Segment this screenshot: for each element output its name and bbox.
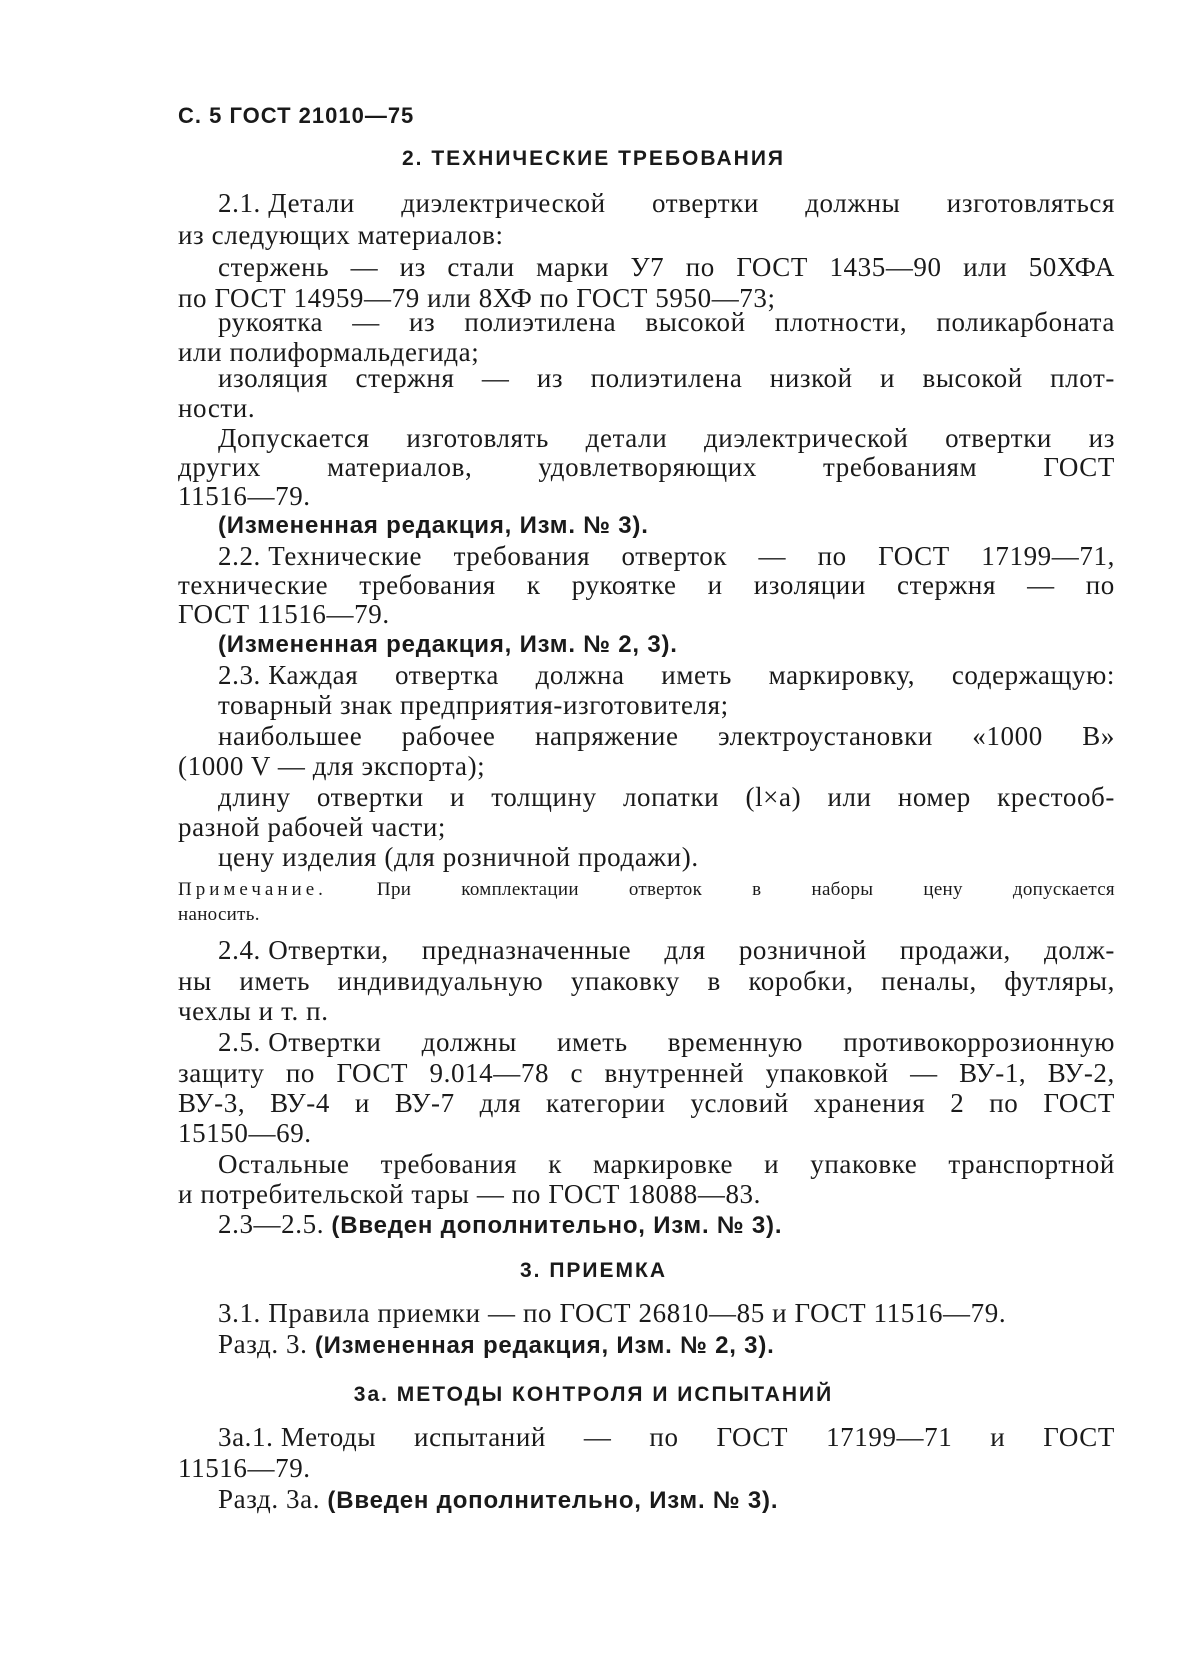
p2-5-line4: 15150—69.	[178, 1118, 312, 1148]
word: и	[880, 363, 896, 393]
note-line2: наносить.	[178, 904, 260, 925]
word: —	[758, 541, 787, 571]
word: предназначенные	[421, 935, 632, 965]
p2-4-line3: чехлы и т. п.	[178, 996, 329, 1026]
word: изготовляться	[946, 188, 1115, 218]
word: удовлетворяющих	[538, 452, 757, 482]
word: рукоятке	[571, 570, 677, 600]
word: цену	[923, 879, 963, 900]
word: ГОСТ	[716, 1422, 789, 1452]
word: из	[536, 363, 564, 393]
word: отвертки	[652, 188, 759, 218]
word: 2.2. Технические	[218, 541, 423, 571]
section-ref: Разд. 3а.	[218, 1484, 321, 1514]
allowed-line3: 11516—79.	[178, 481, 311, 511]
word: с	[570, 1058, 584, 1088]
p2-5-line1	[218, 1026, 1115, 1058]
word: плотности,	[774, 307, 908, 337]
trademark-line: товарный знак предприятия-изготовителя;	[218, 690, 729, 720]
p2-2-line2	[178, 569, 1115, 601]
p2-2-line1	[218, 540, 1115, 572]
word: напряжение	[534, 721, 679, 751]
word: комплектации	[461, 879, 579, 900]
p3-1-line: 3.1. Правила приемки — по ГОСТ 26810—85 и ГОСТ 11516—79.	[218, 1298, 1007, 1328]
word: требованиям	[823, 452, 978, 482]
word: в	[752, 879, 762, 900]
word: стержня	[896, 570, 996, 600]
amendment-2-2: (Измененная редакция, Изм. № 2, 3).	[218, 631, 678, 658]
word: полиэтилена	[590, 363, 743, 393]
word: Допускается	[218, 423, 370, 453]
word: временную	[667, 1027, 804, 1057]
word: индивидуальную	[337, 966, 544, 996]
word: 50ХФА	[1028, 252, 1115, 282]
word: В»	[1082, 721, 1115, 751]
word: материалов,	[327, 452, 473, 482]
word: марки	[536, 252, 610, 282]
word: условий	[690, 1088, 789, 1118]
word: 2.3. Каждая	[218, 660, 359, 690]
word: высокой	[922, 363, 1023, 393]
word: противокоррозионную	[843, 1027, 1115, 1057]
word: электроустановки	[717, 721, 933, 751]
amendment-2-3-2-5	[218, 1208, 782, 1242]
word: должны	[805, 188, 901, 218]
allowed-line1	[218, 422, 1115, 454]
handle-material-line1	[218, 306, 1115, 338]
word: 17199—71,	[981, 541, 1115, 571]
allowed-line2	[178, 451, 1115, 483]
word: ны	[178, 966, 212, 996]
word: иметь	[661, 660, 732, 690]
word: наборы	[811, 879, 874, 900]
word: стержня	[355, 363, 455, 393]
word: из	[408, 307, 436, 337]
rod-material-line2: по ГОСТ 14959—79 или 8ХФ по ГОСТ 5950—73;	[178, 283, 776, 313]
rod-material-line1	[218, 251, 1115, 283]
note-label: Примечание.	[178, 879, 327, 900]
p2-2-line3: ГОСТ 11516—79.	[178, 599, 390, 629]
word: или	[827, 782, 872, 812]
word: или	[963, 252, 1008, 282]
word: по	[285, 1058, 316, 1088]
p2-5-line3	[178, 1087, 1115, 1119]
word: отвертки	[316, 782, 424, 812]
page-header: С. 5 ГОСТ 21010—75	[178, 103, 415, 128]
word: пеналы,	[881, 966, 977, 996]
section-3a-title: 3а. МЕТОДЫ КОНТРОЛЯ И ИСПЫТАНИЙ	[353, 1383, 834, 1406]
word: по	[1085, 570, 1115, 600]
word: маркировку,	[768, 660, 916, 690]
word: по	[649, 1422, 679, 1452]
amendment-text: (Введен дополнительно, Изм. № 3).	[331, 1212, 783, 1239]
word: —	[481, 363, 510, 393]
word: —	[910, 1058, 938, 1088]
word: защиту	[178, 1058, 265, 1088]
word: —	[583, 1422, 612, 1452]
word: У7	[630, 252, 665, 282]
word: отверток	[628, 879, 703, 900]
word: ВУ-7	[394, 1088, 455, 1118]
word: ГОСТ	[878, 541, 950, 571]
word: лопатки	[622, 782, 720, 812]
p2-3-line1	[218, 659, 1115, 691]
insulation-material-line1	[218, 362, 1115, 394]
word: к	[526, 570, 541, 600]
other-requirements-line2: и потребительской тары — по ГОСТ 18088—83.	[178, 1179, 762, 1209]
word: испытаний	[414, 1422, 546, 1452]
word: полиэтилена	[464, 307, 617, 337]
word: категории	[546, 1088, 666, 1118]
amendment-text: (Измененная редакция, Изм. № 2, 3).	[314, 1332, 775, 1359]
section-ref: Разд. 3.	[218, 1329, 308, 1359]
word: маркировке	[592, 1149, 734, 1179]
word: детали	[585, 423, 668, 453]
word: по	[817, 541, 847, 571]
word: (l×a)	[745, 782, 802, 812]
word: розничной	[738, 935, 867, 965]
p2-1-line2: из следующих материалов:	[178, 220, 504, 250]
word: 2.4. Отвертки,	[218, 935, 389, 965]
amendment-text: (Введен дополнительно, Изм. № 3).	[327, 1487, 779, 1514]
word: из	[1088, 423, 1115, 453]
word: изоляция	[218, 363, 329, 393]
word: 9.014—78	[429, 1058, 550, 1088]
word: 1435—90	[829, 252, 942, 282]
word: плот-	[1050, 363, 1115, 393]
word: и	[707, 570, 723, 600]
word: 17199—71	[826, 1422, 953, 1452]
word: диэлектрической	[703, 423, 909, 453]
word: 3а.1. Методы	[218, 1422, 377, 1452]
word: упаковке	[810, 1149, 918, 1179]
word: содержащую:	[951, 660, 1115, 690]
word: —	[1027, 570, 1055, 600]
word: диэлектрической	[401, 188, 606, 218]
word: —	[350, 252, 379, 282]
word: ГОСТ	[1043, 1422, 1115, 1452]
word: рабочее	[401, 721, 496, 751]
word: поликарбоната	[936, 307, 1115, 337]
p2-4-line2	[178, 965, 1115, 997]
word: для	[479, 1088, 522, 1118]
word: низкой	[769, 363, 853, 393]
word: и	[990, 1422, 1006, 1452]
voltage-line2: (1000 V — для экспорта);	[178, 751, 486, 781]
word: наибольшее	[218, 721, 363, 751]
word: 2.5. Отвертки	[218, 1027, 382, 1057]
word: стержень	[218, 252, 330, 282]
word: толщину	[491, 782, 597, 812]
word: внутренней	[604, 1058, 745, 1088]
word: и	[354, 1088, 370, 1118]
word: 2	[950, 1088, 965, 1118]
word: изоляции	[753, 570, 866, 600]
word: ВУ-2,	[1047, 1058, 1115, 1088]
word: для	[664, 935, 706, 965]
clause-range: 2.3—2.5.	[218, 1209, 325, 1239]
p2-4-line1	[218, 934, 1115, 966]
word: других	[178, 452, 262, 482]
word: требования	[380, 1149, 518, 1179]
word: упаковку	[570, 966, 680, 996]
word: должны	[421, 1027, 517, 1057]
word: технические	[178, 570, 329, 600]
word: транспортной	[948, 1149, 1115, 1179]
word: и	[764, 1149, 780, 1179]
word: отвертка	[394, 660, 499, 690]
p3a-1-line2: 11516—79.	[178, 1453, 311, 1483]
section-3a-amendment	[218, 1483, 778, 1517]
section-3-amendment	[218, 1328, 775, 1362]
word: по	[685, 252, 715, 282]
word: иметь	[239, 966, 311, 996]
length-line2: разной рабочей части;	[178, 812, 446, 842]
word: Остальные	[218, 1149, 350, 1179]
word: в	[707, 966, 721, 996]
p2-5-line2	[178, 1057, 1115, 1089]
word: из	[399, 252, 426, 282]
word: изготовлять	[406, 423, 549, 453]
word: номер	[897, 782, 971, 812]
word: крестооб-	[997, 782, 1115, 812]
note-line1	[178, 878, 1115, 902]
word: должна	[535, 660, 625, 690]
length-line1	[218, 781, 1115, 813]
word: хранения	[813, 1088, 926, 1118]
p3a-1-line1	[218, 1421, 1115, 1453]
word: иметь	[556, 1027, 628, 1057]
word: ВУ-4	[270, 1088, 330, 1118]
word: по	[989, 1088, 1019, 1118]
word: к	[548, 1149, 562, 1179]
word: ГОСТ	[1043, 1088, 1115, 1118]
other-requirements-line1	[218, 1148, 1115, 1180]
price-line: цену изделия (для розничной продажи).	[218, 842, 699, 872]
word: продажи,	[899, 935, 1011, 965]
word: отверток	[621, 541, 728, 571]
word: высокой	[645, 307, 746, 337]
word: отвертки	[945, 423, 1052, 453]
word: коробки,	[748, 966, 854, 996]
section-2-title: 2. ТЕХНИЧЕСКИЕ ТРЕБОВАНИЯ	[401, 147, 786, 170]
voltage-line1	[218, 720, 1115, 752]
word: упаковкой	[765, 1058, 889, 1088]
word: ГОСТ	[336, 1058, 409, 1088]
insulation-material-line2: ности.	[178, 393, 256, 423]
word: требования	[359, 570, 496, 600]
word: долж-	[1043, 935, 1115, 965]
word: ГОСТ	[736, 252, 808, 282]
word: футляры,	[1004, 966, 1115, 996]
word: ВУ-1,	[959, 1058, 1027, 1088]
word: —	[352, 307, 380, 337]
amendment-2-1: (Измененная редакция, Изм. № 3).	[218, 512, 649, 539]
word: При	[376, 879, 412, 900]
word: 2.1. Детали	[218, 188, 355, 218]
word: допускается	[1012, 879, 1115, 900]
section-3-title: 3. ПРИЕМКА	[519, 1259, 668, 1282]
word: и	[449, 782, 465, 812]
handle-material-line2: или полиформальдегида;	[178, 337, 480, 367]
word: «1000	[972, 721, 1043, 751]
p2-1-line1	[218, 187, 1115, 219]
word: требования	[453, 541, 591, 571]
word: ГОСТ	[1043, 452, 1115, 482]
word: рукоятка	[218, 307, 324, 337]
word: стали	[447, 252, 515, 282]
word: ВУ-3,	[178, 1088, 246, 1118]
word: длину	[218, 782, 291, 812]
